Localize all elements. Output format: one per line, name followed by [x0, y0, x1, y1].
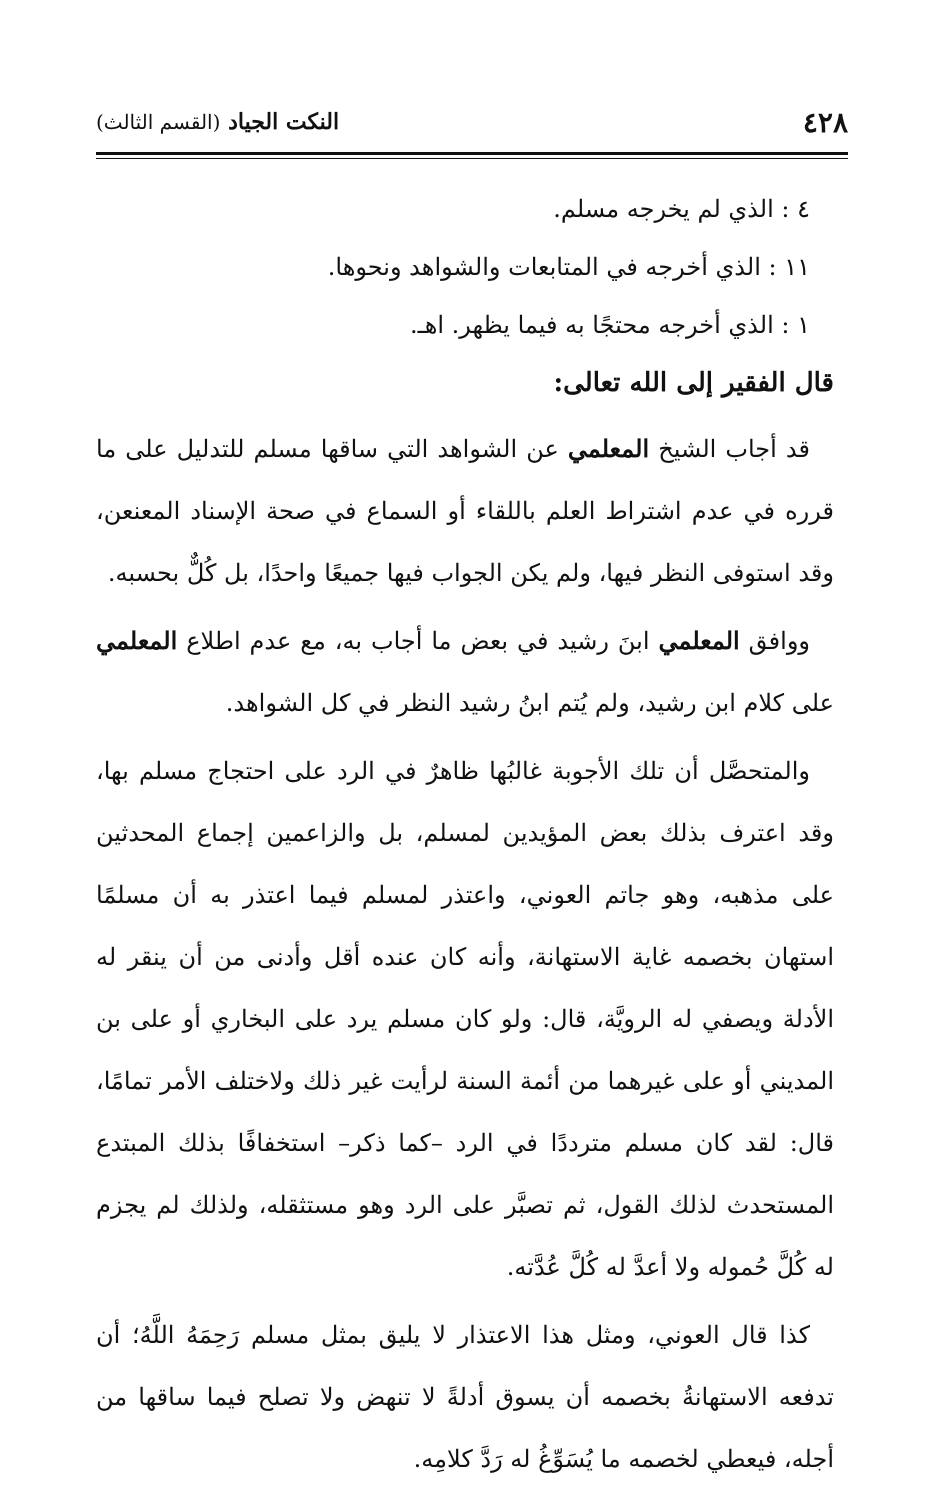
p2-text-a: ووافق	[748, 627, 810, 655]
page-number: ٤٢٨	[802, 105, 848, 139]
header-rule-thick	[96, 152, 848, 155]
section-heading: قال الفقير إلى الله تعالى:	[553, 368, 834, 398]
paragraph-3: والمتحصَّل أن تلك الأجوبة غالبُها ظاهرٌ في الرد على احتجاج مسلم بها، وقد اعترف بذلك بعض المؤيدين لمسلم، بل والزاعمين إجماع المحدثين على مذهبه، وهو جاتم العوني، واعتذر لمسلم فيما اعتذر به أن مسلمًا استهان بخصمه غاية الاستهانة، وأنه كان عنده أقل وأدنى من أن ينقر له الأدلة ويصفي له الرويَّة، قال: ولو كان مسلم يرد على البخاري أو على بن المديني أو على غيرهما من أئمة السنة لرأيت غير ذلك ولاختلف الأمر تمامًا، قال: لقد كان مسلم مترددًا في الرد –كما ذكر– استخفافًا بذلك المبتدع المستحدث لذلك القول، ثم تصبَّر على الرد وهو مستثقله، ولذلك لم يجزم له كُلَّ حُموله ولا أعدَّ له كُلَّ عُدَّته.	[96, 757, 834, 1281]
p1-text-a: قد أجاب الشيخ	[658, 435, 810, 463]
paragraph-4: كذا قال العوني، ومثل هذا الاعتذار لا يليق بمثل مسلم رَحِمَهُ اللَّهُ؛ أن تدفعه الاستهانةُ بخصمه أن يسوق أدلةً لا تنهض ولا تصلح فيما ساقها من أجله، فيعطي لخصمه ما يُسَوِّغُ له رَدَّ كلامِه.	[96, 1321, 834, 1473]
header-rule-thin	[96, 158, 848, 159]
page-body	[96, 180, 834, 1496]
p1-text-b: عن الشواهد التي ساقها مسلم للتدليل على ما قرره في عدم اشتراط العلم باللقاء أو السماع في صحة الإسناد المعنعن، وقد استوفى النظر فيها، ولم يكن الجواب فيها جميعًا واحدًا، بل كُلٌّ بحسبه.	[96, 435, 834, 587]
running-title	[96, 109, 339, 135]
list-item: ١١ : الذي أخرجه في المتابعات والشواهد ونحوها.	[327, 253, 810, 281]
paragraph-2	[96, 610, 834, 734]
book-subtitle: (القسم الثالث)	[96, 110, 221, 134]
paragraph-1	[96, 418, 834, 604]
p2-text-c: على كلام ابن رشيد، ولم يُتم ابنُ رشيد النظر في كل الشواهد.	[225, 689, 834, 717]
p2-name-1: المعلمي	[658, 626, 740, 655]
book-title: النكت الجياد	[228, 109, 340, 135]
p1-name: المعلمي	[567, 434, 650, 463]
list-item: ٤ : الذي لم يخرجه مسلم.	[553, 195, 810, 223]
p2-name-2: المعلمي	[96, 626, 178, 655]
p2-text-b: ابنَ رشيد في بعض ما أجاب به، مع عدم اطلاع	[186, 627, 650, 655]
list-item: ١ : الذي أخرجه محتجًا به فيما يظهر. اهـ.	[410, 311, 810, 339]
page-header	[96, 100, 848, 144]
